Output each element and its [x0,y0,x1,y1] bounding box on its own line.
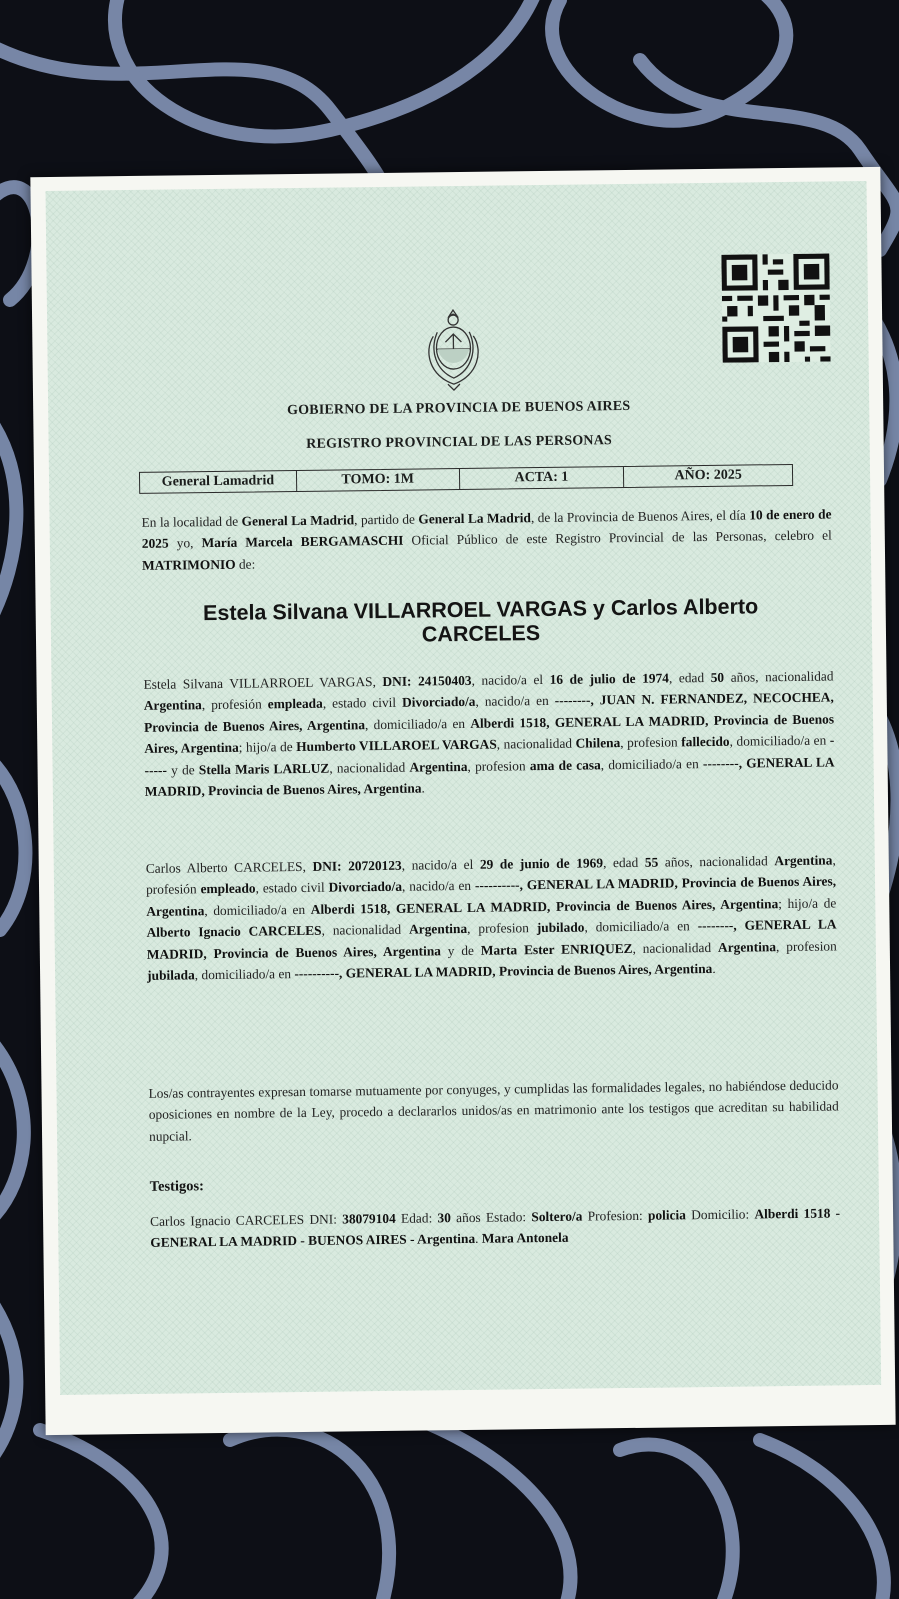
registry-heading: REGISTRO PROVINCIAL DE LAS PERSONAS [306,433,613,452]
declaration-paragraph: Los/as contrayentes expresan tomarse mutuamente por conyuges, y cumplidas las formalidades legales, no habiéndose deducido oposiciones en nombre de la Ley, procedo a declararlos unidos/as en matrimonio ante los testigos que acreditan su habilidad nupcial. [148,1077,839,1144]
couple-title: Estela Silvana VILLARROEL VARGAS y Carlos Alberto CARCELES [202,594,759,647]
witness1-paragraph: Carlos Ignacio CARCELES DNI: 38079104 Edad: 30 años Estado: Soltero/a Profesion: policia Domicilio: Alberdi 1518 - GENERAL LA MADRID - BUENOS AIRES - Argentina. Mara Antonela [150,1205,841,1251]
record-info-table [139,464,793,494]
qr-code [721,253,830,362]
coat-of-arms-icon [419,306,488,393]
witnesses-heading: Testigos: [149,1178,205,1195]
spouse2-paragraph: Carlos Alberto CARCELES, DNI: 20720123, nacido/a el 29 de junio de 1969, edad 55 años, nacionalidad Argentina, profesión empleado, estado civil Divorciado/a, nacido/a en ----------, GENERAL LA MADRID, Provincia de Buenos Aires, Argentina, domiciliado/a en Alberdi 1518, GENERAL LA MADRID, Provincia de Buenos Aires, Argentina; hijo/a de Alberto Ignacio CARCELES, nacionalidad Argentina, profesion jubilado, domiciliado/a en --------, GENERAL LA MADRID, Provincia de Buenos Aires, Argentina y de Marta Ester ENRIQUEZ, nacionalidad Argentina, profesion jubilada, domiciliado/a en ----------, GENERAL LA MADRID, Provincia de Buenos Aires, Argentina. [145,852,837,983]
certificate-paper [30,167,895,1435]
certificate-sheet [46,181,882,1395]
intro-paragraph: En la localidad de General La Madrid, partido de General La Madrid, de la Provincia de Buenos Aires, el día 10 de enero de 2025 yo, María Marcela BERGAMASCHI Oficial Público de este Registro Provincial de las Personas, celebro el MATRIMONIO de: [141,506,832,573]
spouse1-paragraph: Estela Silvana VILLARROEL VARGAS, DNI: 24150403, nacido/a el 16 de julio de 1974, edad 50 años, nacionalidad Argentina, profesión empleada, estado civil Divorciado/a, nacido/a en --------, JUAN N. FERNANDEZ, NECOCHEA, Provincia de Buenos Aires, Argentina, domiciliado/a en Alberdi 1518, GENERAL LA MADRID, Provincia de Buenos Aires, Argentina; hijo/a de Humberto VILLAROEL VARGAS, nacionalidad Chilena, profesion fallecido, domiciliado/a en ------ y de Stella Maris LARLUZ, nacionalidad Argentina, profesion ama de casa, domiciliado/a en --------, GENERAL LA MADRID, Provincia de Buenos Aires, Argentina. [143,668,835,799]
tomo-cell: TOMO: 1M [297,469,460,491]
locality-cell: General Lamadrid [140,471,297,493]
acta-cell: ACTA: 1 [459,467,624,489]
government-heading: GOBIERNO DE LA PROVINCIA DE BUENOS AIRES [286,398,631,419]
anio-cell: AÑO: 2025 [674,467,742,484]
